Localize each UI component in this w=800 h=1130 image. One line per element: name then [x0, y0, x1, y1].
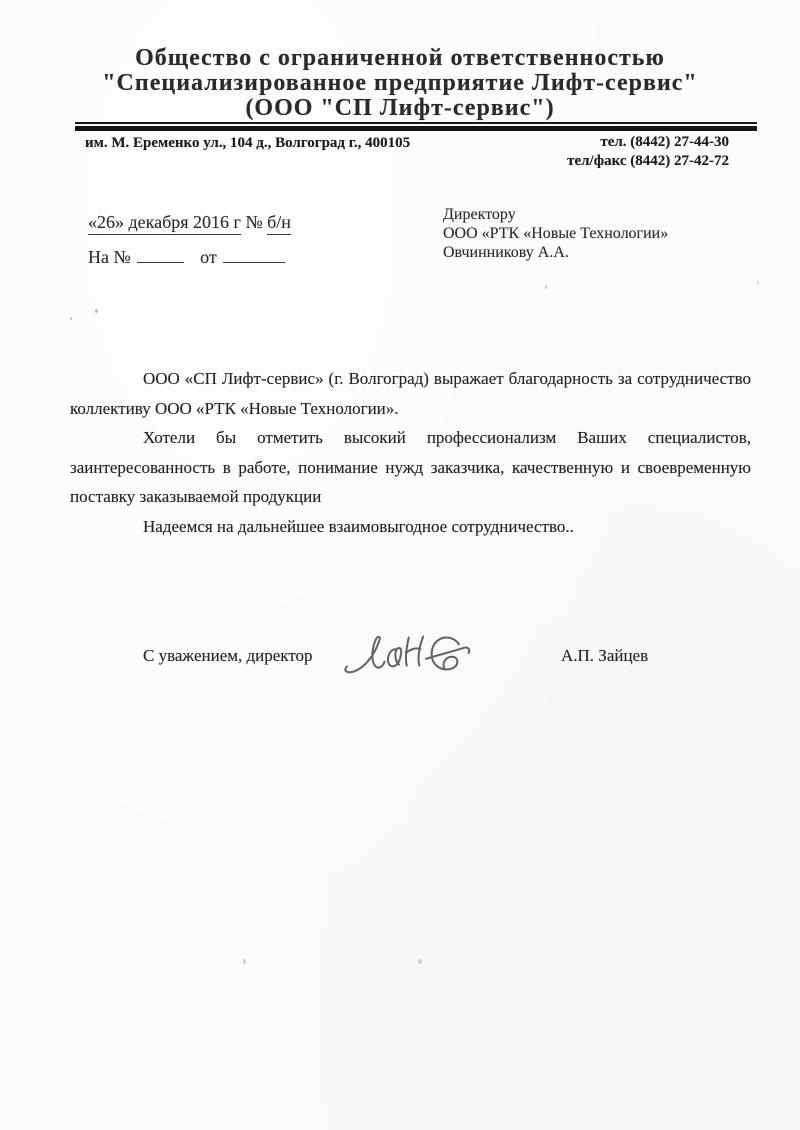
scan-speck [243, 959, 246, 964]
letter-number: б/н [267, 212, 291, 235]
number-sign: № [245, 212, 263, 232]
reply-number-blank [137, 248, 184, 263]
scan-speck [757, 281, 759, 284]
letterhead-divider [75, 122, 757, 131]
letterhead [0, 46, 800, 121]
reference-block [88, 212, 291, 268]
body-paragraph-1: ООО «СП Лифт-сервис» (г. Волгоград) выражает благодарность за сотрудничество коллективу ООО «РТК «Новые Технологии». [70, 369, 751, 418]
signature-name: А.П. Зайцев [561, 646, 649, 665]
addressee-block [443, 206, 668, 262]
divider-thick-line [75, 126, 757, 131]
phone-number: тел. (8442) 27-44-30 [600, 134, 729, 150]
company-address: им. М. Еременко ул., 104 д., Волгоград г., 400105 [85, 135, 411, 151]
reply-reference-line [88, 247, 291, 268]
body-paragraph-3: Надеемся на дальнейшее взаимовыгодное сотрудничество.. [143, 516, 574, 536]
reply-date-blank [223, 248, 285, 263]
addressee-title: Директору [443, 206, 516, 223]
reply-infix-label: от [200, 247, 217, 267]
scan-speck [95, 309, 98, 313]
handwritten-signature-icon [341, 626, 486, 680]
letter-body [70, 364, 751, 542]
phone-fax-number: тел/факс (8442) 27-42-72 [567, 152, 729, 169]
addressee-person: Овчинникову А.А. [443, 243, 569, 261]
letterhead-line1: Общество с ограниченной ответственностью [135, 45, 665, 71]
body-paragraph-2: Хотели бы отметить высокий профессионализм Ваших специалистов, заинтересованность в работе, понимание нужд заказчика, качественную и своевременную поставку заказываемой продукции [70, 428, 751, 507]
scan-speck [418, 959, 422, 964]
signature-label: С уважением, директор [143, 646, 313, 665]
letterhead-line2: "Специализированное предприятие Лифт-сервис" [102, 70, 698, 96]
company-phones [567, 133, 729, 170]
letterhead-line3: (ООО "СП Лифт-сервис") [245, 95, 555, 121]
reply-prefix-label: На № [88, 247, 131, 267]
letter-date: «26» декабря 2016 г [88, 212, 241, 235]
addressee-company: ООО «РТК «Новые Технологии» [443, 224, 669, 242]
scan-speck [70, 317, 72, 320]
scan-speck [545, 285, 547, 289]
date-number-line [88, 212, 291, 233]
